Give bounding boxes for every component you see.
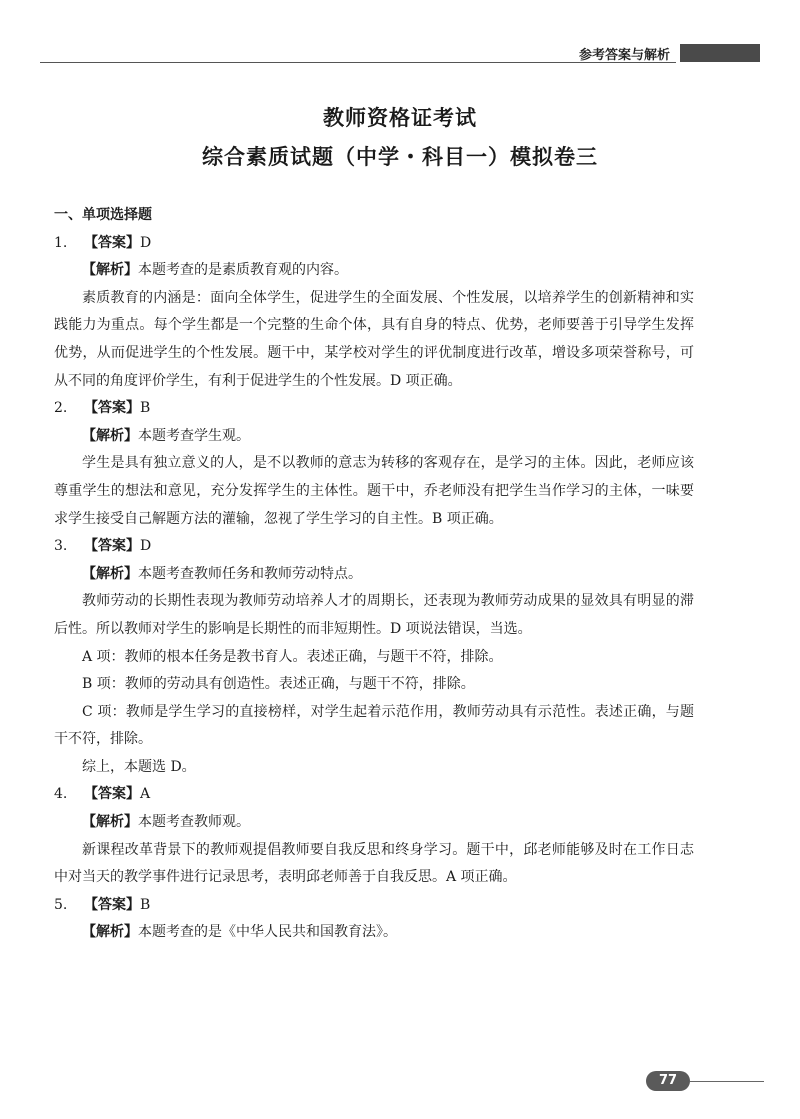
question-block (54, 230, 694, 396)
header-label: 参考答案与解析 (578, 48, 670, 63)
analysis-text: 本题考查学生观。 (138, 427, 250, 444)
question-block (54, 892, 694, 947)
analysis-text: 本题考查的是素质教育观的内容。 (138, 262, 348, 279)
question-block (54, 781, 694, 891)
analysis-line (54, 919, 694, 947)
document-subtitle: 综合素质试题（中学・科目一）模拟卷三 (202, 145, 598, 169)
analysis-label: 【解析】 (82, 924, 138, 941)
answer-line (54, 533, 694, 561)
answer-label: 【答案】 (84, 896, 140, 913)
analysis-line (54, 809, 694, 837)
footer-rule (690, 1081, 764, 1082)
explanation-paragraph: B 项：教师的劳动具有创造性。表述正确，与题干不符，排除。 (82, 676, 475, 693)
page-number: 77 (646, 1071, 690, 1091)
answer-value: B (140, 400, 151, 417)
answer-line (54, 892, 694, 920)
answer-line (54, 395, 694, 423)
answer-line (54, 230, 694, 258)
answer-content (54, 202, 694, 947)
explanation-paragraph: 学生是具有独立意义的人，是不以教师的意志为转移的客观存在，是学习的主体。因此，老师应该尊重学生的想法和意见，充分发挥学生的主体性。题干中，乔老师没有把学生当作学习的主体，一味要求学生接受自己解题方法的灌输，忽视了学生学习的自主性。B 项正确。 (54, 455, 694, 527)
answer-value: A (140, 786, 151, 803)
page-header (0, 40, 800, 68)
answer-label: 【答案】 (84, 400, 140, 417)
question-block (54, 533, 694, 781)
question-number: 3. (54, 538, 68, 555)
analysis-text: 本题考查的是《中华人民共和国教育法》。 (138, 924, 397, 941)
analysis-line (54, 423, 694, 451)
analysis-line (54, 561, 694, 589)
document-title: 教师资格证考试 (323, 106, 477, 130)
explanation-paragraph: C 项：教师是学生学习的直接榜样，对学生起着示范作用，教师劳动具有示范性。表述正确，与题干不符，排除。 (54, 703, 694, 748)
explanation-paragraph: 教师劳动的长期性表现为教师劳动培养人才的周期长，还表现为教师劳动成果的显效具有明显的滞后性。所以教师对学生的影响是长期性的而非短期性。D 项说法错误，当选。 (54, 593, 694, 637)
answer-value: D (140, 538, 152, 555)
answer-label: 【答案】 (84, 786, 140, 803)
analysis-label: 【解析】 (82, 565, 138, 582)
section-title: 一、单项选择题 (54, 207, 152, 223)
answer-label: 【答案】 (84, 234, 140, 251)
analysis-text: 本题考查教师观。 (138, 814, 250, 831)
answer-label: 【答案】 (84, 538, 140, 555)
explanation-paragraph: 素质教育的内涵是：面向全体学生，促进学生的全面发展、个性发展，以培养学生的创新精神和实践能力为重点。每个学生都是一个完整的生命个体，具有自身的特点、优势，老师要善于引导学生发挥优势，从而促进学生的个性发展。题干中，某学校对学生的评优制度进行改革，增设多项荣誉称号，可从不同的角度评价学生，有利于促进学生的个性发展。D 项正确。 (54, 289, 694, 389)
question-number: 2. (54, 400, 68, 417)
answer-line (54, 781, 694, 809)
question-number: 1. (54, 234, 68, 251)
analysis-line (54, 257, 694, 285)
analysis-label: 【解析】 (82, 427, 138, 444)
explanation-paragraph: 新课程改革背景下的教师观提倡教师要自我反思和终身学习。题干中，邱老师能够及时在工作日志中对当天的教学事件进行记录思考，表明邱老师善于自我反思。A 项正确。 (54, 841, 694, 886)
header-decor-block (680, 44, 760, 62)
question-number: 5. (54, 896, 68, 913)
analysis-label: 【解析】 (82, 262, 138, 279)
answer-value: D (140, 234, 152, 251)
explanation-paragraph: A 项：教师的根本任务是教书育人。表述正确，与题干不符，排除。 (82, 648, 503, 665)
question-block (54, 395, 694, 533)
answer-value: B (140, 896, 151, 913)
page-footer (640, 1071, 764, 1093)
analysis-text: 本题考查教师任务和教师劳动特点。 (138, 565, 362, 582)
analysis-label: 【解析】 (82, 814, 138, 831)
explanation-paragraph: 综上，本题选 D。 (82, 758, 196, 775)
question-number: 4. (54, 786, 68, 803)
